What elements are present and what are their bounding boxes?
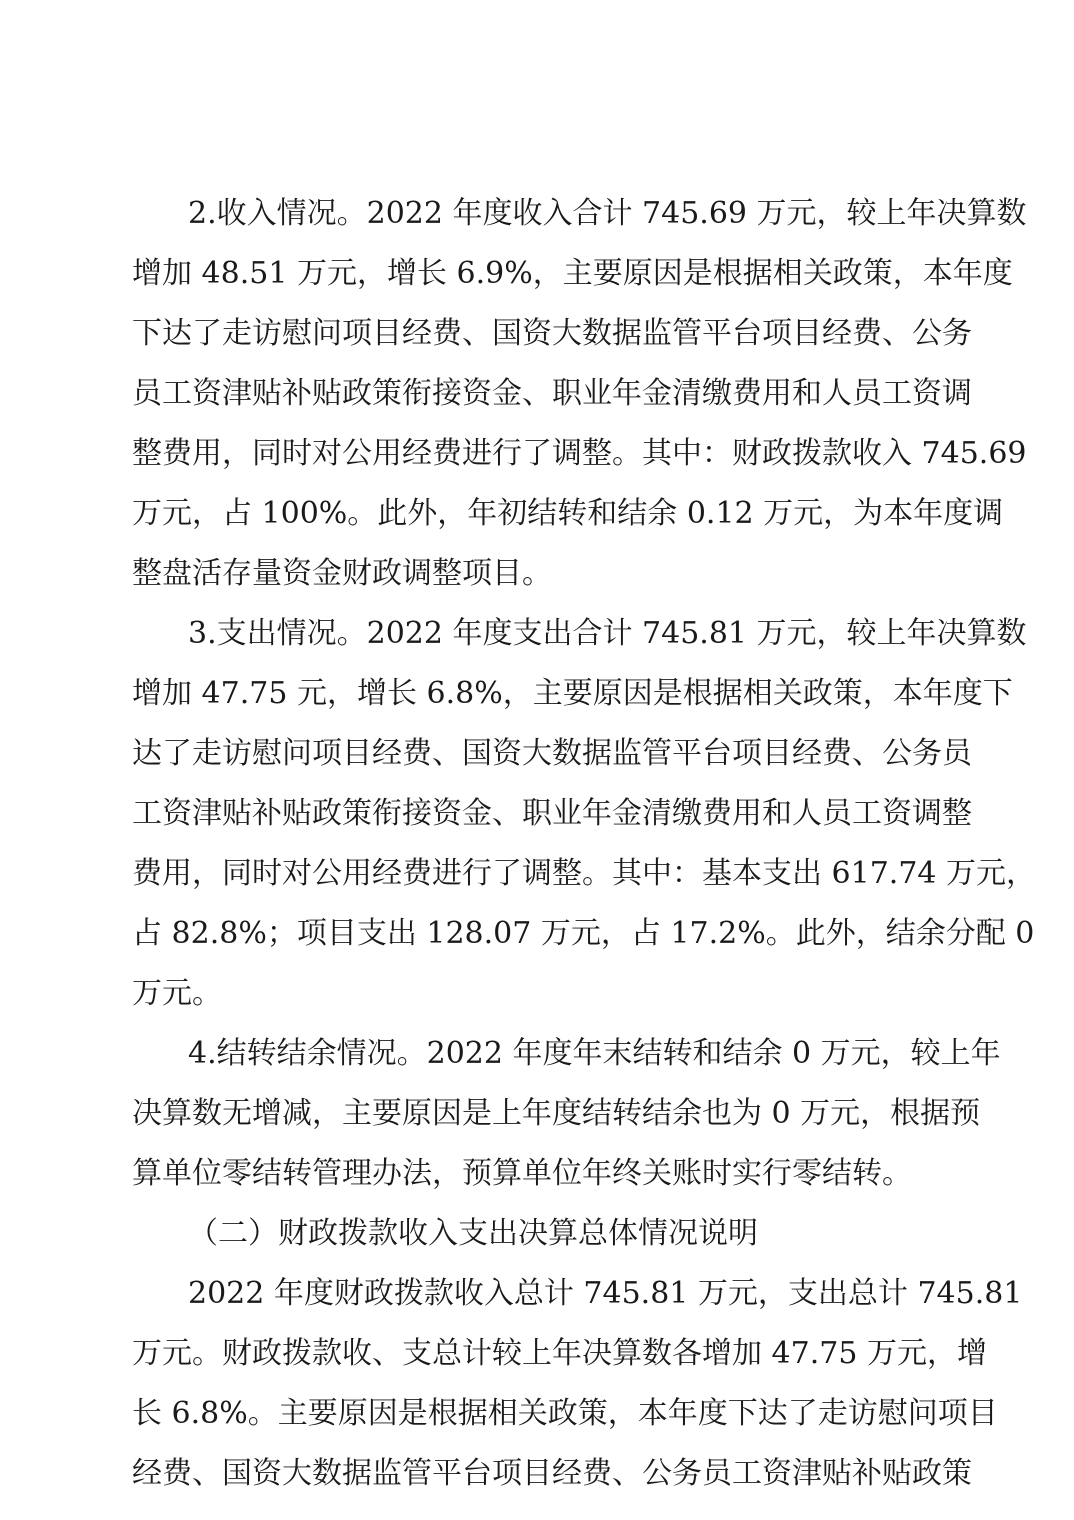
paragraph-line: 下达了走访慰问项目经费、国资大数据监管平台项目经费、公务 <box>132 316 972 351</box>
paragraph-line: 整费用，同时对公用经费进行了调整。其中：财政拨款收入 745.69 <box>132 436 1027 471</box>
paragraph-line: 达了走访慰问项目经费、国资大数据监管平台项目经费、公务员 <box>132 736 972 771</box>
paragraph-line: 工资津贴补贴政策衔接资金、职业年金清缴费用和人员工资调整 <box>132 796 972 831</box>
section-heading: （二）财政拨款收入支出决算总体情况说明 <box>188 1216 758 1251</box>
paragraph-line: 3.支出情况。2022 年度支出合计 745.81 万元，较上年决算数 <box>188 616 1027 651</box>
paragraph-line: 长 6.8%。主要原因是根据相关政策，本年度下达了走访慰问项目 <box>132 1396 998 1431</box>
paragraph-line: 2.收入情况。2022 年度收入合计 745.69 万元，较上年决算数 <box>188 196 1027 231</box>
paragraph-line: 整盘活存量资金财政调整项目。 <box>132 556 552 591</box>
paragraph-line: 算单位零结转管理办法，预算单位年终关账时实行零结转。 <box>132 1156 912 1191</box>
paragraph-line: 决算数无增减，主要原因是上年度结转结余也为 0 万元，根据预 <box>132 1096 981 1131</box>
paragraph-line: 2022 年度财政拨款收入总计 745.81 万元，支出总计 745.81 <box>188 1276 1023 1311</box>
paragraph-line: 4.结转结余情况。2022 年度年末结转和结余 0 万元，较上年 <box>188 1036 1001 1071</box>
document-body <box>132 184 1037 1504</box>
paragraph-line: 增加 48.51 万元，增长 6.9%，主要原因是根据相关政策，本年度 <box>132 256 1013 291</box>
paragraph-line: 万元。财政拨款收、支总计较上年决算数各增加 47.75 万元，增 <box>132 1336 987 1371</box>
paragraph-line: 增加 47.75 元，增长 6.8%，主要原因是根据相关政策，本年度下 <box>132 676 1013 711</box>
paragraph-line: 万元。 <box>132 976 222 1011</box>
paragraph-line: 经费、国资大数据监管平台项目经费、公务员工资津贴补贴政策 <box>132 1456 972 1491</box>
paragraph-line: 占 82.8%；项目支出 128.07 万元，占 17.2%。此外，结余分配 0 <box>132 916 1035 951</box>
paragraph-line: 万元，占 100%。此外，年初结转和结余 0.12 万元，为本年度调 <box>132 496 1004 531</box>
paragraph-line: 费用，同时对公用经费进行了调整。其中：基本支出 617.74 万元， <box>132 856 1037 891</box>
paragraph-line: 员工资津贴补贴政策衔接资金、职业年金清缴费用和人员工资调 <box>132 376 972 411</box>
